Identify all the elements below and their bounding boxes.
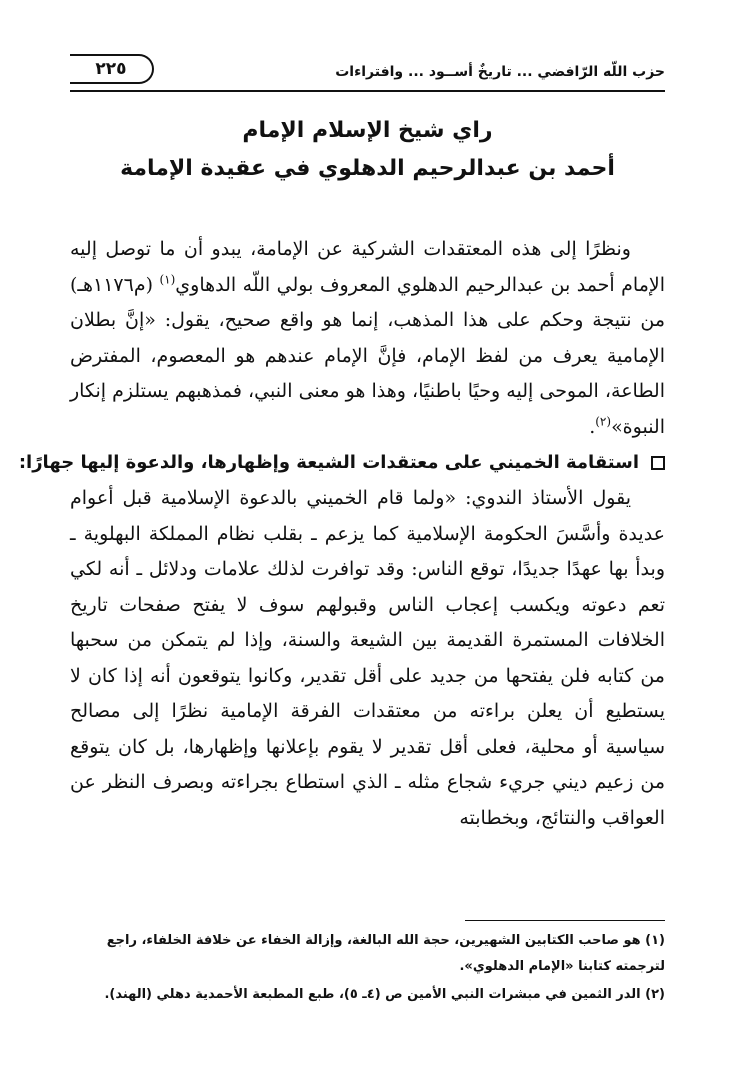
paragraph-2: يقول الأستاذ الندوي: «ولما قام الخميني بالدعوة الإسلامية قبل أعوام عديدة وأسَّسَ الحكومة الإسلامية كما يزعم ـ بقلب نظام المملكة البهلوية ـ وبدأ بها عهدًا جديدًا، توقع الناس: وقد توافرت لذلك علامات ودلائل ـ أنه لكي تعم دعوته ويكسب إعجاب الناس وقبولهم سوف لا يفتح صفحات تاريخ الخلافات المستمرة القديمة بين الشيعة والسنة، وإذا لم يتمكن من سحبها من كتابه فلن يفتحها من جديد على أقل تقدير، وكانوا يتوقعون أنه إذا كان لا يستطيع أن يعلن براءته من معتقدات الفرقة الإمامية نظرًا إلى مصالح سياسية أو محلية، فعلى أقل تقدير لا يقوم بإعلانها وإظهارها، بل كان يتوقع من زعيم ديني جريء شجاع مثله ـ الذي استطاع بجراءته وبصرف النظر عن العواقب والنتائج، وبخطابته: [70, 487, 665, 829]
footnote-ref-1: (١): [159, 272, 176, 287]
page-number: ٢٢٥: [70, 54, 154, 84]
page-header: [70, 50, 665, 94]
footnotes: [70, 928, 665, 1010]
paragraph-1-part-1: ونظرًا إلى هذه المعتقدات الشركية عن الإمامة، يبدو أن ما توصل إليه الإمام أحمد بن عبدالرحيم الدهلوي المعروف بولي اللّه الدهاوي: [70, 238, 665, 296]
paragraph-1-part-3: .: [589, 415, 596, 438]
paragraph-1-part-2: (م١١٧٦هـ) من نتيجة وحكم على هذا المذهب، إنما هو واقع صحيح، يقول: «إنَّ بطلان الإمامية يعرف من لفظ الإمام، فإنَّ الإمام عندهم هو المعصوم، المفترض الطاعة، الموحى إليه وحيًا باطنيًا، وهذا هو معنى النبي، فمذهبهم يستلزم إنكار النبوة»: [70, 273, 665, 438]
footnote-2: (٢) الدر الثمين في مبشرات النبي الأمين ص (٤ـ ٥)، طبع المطبعة الأحمدية دهلي (الهند).: [104, 987, 665, 1002]
footnote-1: (١) هو صاحب الكتابين الشهيرين، حجة الله البالغة، وإزالة الخفاء عن خلافة الخلفاء، راجع لترجمته كتابنا «الإمام الدهلوي».: [106, 933, 665, 974]
header-rule: [70, 90, 665, 92]
running-title: حزب اللّه الرّافضي ... تاريخٌ أســود ... وافتراءات: [335, 64, 665, 80]
section-title-line-2: أحمد بن عبدالرحيم الدهلوي في عقيدة الإمامة: [120, 156, 615, 181]
footnote-ref-2: (٢): [595, 414, 612, 429]
subheading-text: استقامة الخميني على معتقدات الشيعة وإظهارها، والدعوة إليها جهارًا:: [18, 452, 639, 473]
body-text: [18, 232, 665, 836]
footnote-separator: [465, 920, 665, 921]
section-title: [70, 112, 665, 188]
subheading: [18, 445, 665, 481]
paragraph-1: [70, 232, 665, 445]
square-bullet-icon: [651, 456, 665, 470]
section-title-line-1: راي شيخ الإسلام الإمام: [242, 118, 493, 143]
